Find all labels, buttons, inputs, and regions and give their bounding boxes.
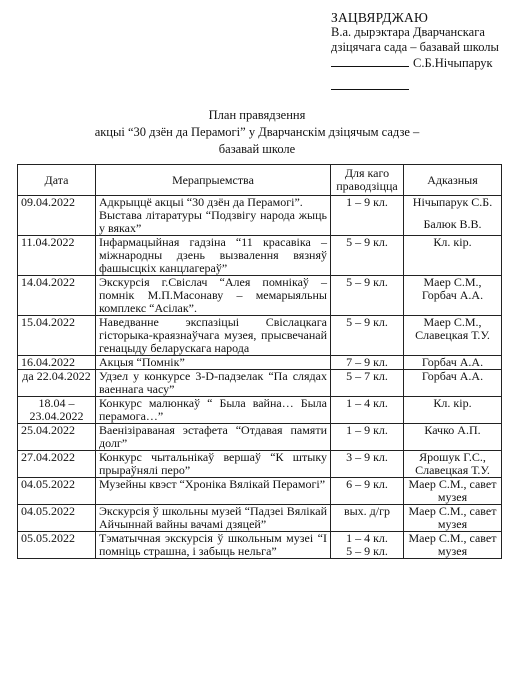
table-row (18, 196, 502, 236)
cell-audience: 1 – 9 кл. (331, 424, 404, 451)
cell-date: 25.04.2022 (18, 424, 96, 451)
audience-text: 1 – 4 кл. (346, 531, 388, 545)
event-text: Адкрыццё акцыі “30 дзён да Перамогі”. (99, 195, 303, 209)
cell-event: Акцыя “Помнік” (96, 356, 331, 370)
table-row (18, 316, 502, 356)
cell-event (96, 196, 331, 236)
cell-audience (331, 532, 404, 559)
title-line1: План правядзення (208, 108, 306, 122)
cell-audience: 5 – 9 кл. (331, 316, 404, 356)
table-row (18, 236, 502, 276)
cell-event: Конкурс малюнкаў “ Была вайна… Была перамога…” (96, 397, 331, 424)
cell-date: 09.04.2022 (18, 196, 96, 236)
cell-date: 18.04 – 23.04.2022 (18, 397, 96, 424)
header-event: Мерапрыемства (96, 165, 331, 196)
cell-date: 14.04.2022 (18, 276, 96, 316)
header-responsible: Адказныя (404, 165, 502, 196)
cell-date: 27.04.2022 (18, 451, 96, 478)
cell-audience: 5 – 9 кл. (331, 236, 404, 276)
table-row (18, 532, 502, 559)
approval-signature-row (331, 55, 511, 71)
table-row (18, 478, 502, 505)
table-row (18, 370, 502, 397)
approval-block (331, 10, 511, 71)
cell-date: 16.04.2022 (18, 356, 96, 370)
responsible-text: Нічыпарук С.Б. (412, 195, 493, 209)
approval-heading: ЗАЦВЯРДЖАЮ (331, 10, 429, 25)
table-row (18, 276, 502, 316)
cell-responsible: Маер С.М., савет музея (404, 478, 502, 505)
cell-audience: вых. д/гр (331, 505, 404, 532)
header-date: Дата (18, 165, 96, 196)
cell-event: Экскурсія ў школьны музей “Падзеі Вялікай Айчыннай вайны вачамі дзяцей” (96, 505, 331, 532)
cell-audience: 1 – 4 кл. (331, 397, 404, 424)
signature-name: С.Б.Нічыпарук (413, 56, 493, 70)
approval-position-line2: дзіцячага сада – базавай школы (331, 40, 499, 54)
cell-audience: 1 – 9 кл. (331, 196, 404, 236)
cell-event: Музейны квэст “Хроніка Вялікай Перамогі” (96, 478, 331, 505)
plan-table (17, 164, 502, 559)
header-audience: Для каго праводзіцца (331, 165, 404, 196)
cell-date: 04.05.2022 (18, 478, 96, 505)
table-row (18, 397, 502, 424)
date-blank-line (331, 89, 409, 90)
cell-responsible (404, 196, 502, 236)
approval-position-line1: В.а. дырэктара Дварчанскага (331, 25, 485, 39)
table-row (18, 505, 502, 532)
cell-event: Інфармацыйная гадзіна “11 красавіка – міжнародны дзень вызвалення вязняў фашысцкіх канцлагераў” (96, 236, 331, 276)
cell-responsible: Кл. кір. (404, 397, 502, 424)
cell-audience: 6 – 9 кл. (331, 478, 404, 505)
cell-event: Удзел у конкурсе 3-D-падзелак “Па слядах ваеннага часу” (96, 370, 331, 397)
cell-responsible: Маер С.М., Славецкая Т.У. (404, 316, 502, 356)
cell-date: 11.04.2022 (18, 236, 96, 276)
cell-responsible: Ярошук Г.С., Славецкая Т.У. (404, 451, 502, 478)
cell-event: Ваенізіраваная эстафета “Отдавая памяти долг” (96, 424, 331, 451)
cell-date: 04.05.2022 (18, 505, 96, 532)
title-line3: базавай школе (218, 142, 296, 156)
audience-text-2: 5 – 9 кл. (346, 544, 388, 558)
cell-date: 15.04.2022 (18, 316, 96, 356)
cell-responsible: Горбач А.А. (404, 370, 502, 397)
table-row (18, 424, 502, 451)
title-line2: акцыі “30 дзён да Перамогі” у Дварчанскім дзіцячым садзе – (94, 125, 420, 139)
table-row (18, 451, 502, 478)
cell-responsible: Горбач А.А. (404, 356, 502, 370)
cell-audience: 5 – 9 кл. (331, 276, 404, 316)
responsible-text-2: Балюк В.В. (423, 217, 482, 231)
signature-line (331, 55, 409, 67)
cell-event: Экскурсія г.Свіслач “Алея помнікаў – помнік М.П.Масонаву – мемарыяльны комплекс “Асілак”. (96, 276, 331, 316)
cell-date: 05.05.2022 (18, 532, 96, 559)
cell-responsible: Маер С.М., Горбач А.А. (404, 276, 502, 316)
cell-responsible: Маер С.М., савет музея (404, 532, 502, 559)
table-row (18, 356, 502, 370)
table-header-row (18, 165, 502, 196)
cell-responsible: Качко А.П. (404, 424, 502, 451)
cell-audience: 7 – 9 кл. (331, 356, 404, 370)
cell-date: да 22.04.2022 (18, 370, 96, 397)
cell-audience: 5 – 7 кл. (331, 370, 404, 397)
cell-event: Наведванне экспазіцыі Свіслацкага гісторыка-краязнаўчага музея, прысвечанай генацыду беларускага народа (96, 316, 331, 356)
cell-event: Тэматычная экскурсія ў школьным музеі “І помніць страшна, і забыць нельга” (96, 532, 331, 559)
cell-audience: 3 – 9 кл. (331, 451, 404, 478)
event-text-2: Выстава літаратуры “Подзвігу народа жыць у вяках” (99, 208, 327, 235)
cell-responsible: Маер С.М., савет музея (404, 505, 502, 532)
cell-responsible: Кл. кір. (404, 236, 502, 276)
cell-event: Конкурс чытальнікаў вершаў “К штыку прыраўнялі перо” (96, 451, 331, 478)
